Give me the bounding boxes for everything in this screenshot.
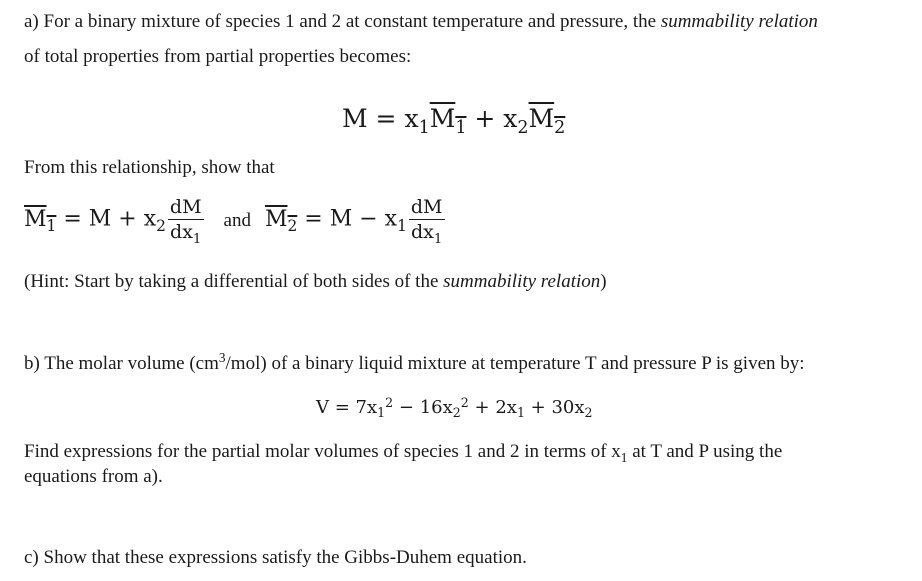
part-b-line-1: b) The molar volume $(cm^3/mol)$ of a binary liquid mixture at temperature T and pressure P is given by: xyxy=(24,350,805,374)
summability-equation: $M = x_1M_1 + x_2M_2$ xyxy=(342,104,566,139)
hint-summability-term: summability relation xyxy=(443,271,601,292)
partial-property-m1: $M_1$ xyxy=(429,104,467,139)
partial-m1-bar: $M_1$ xyxy=(24,206,57,235)
fraction-dM-dx1-second: $\frac{dM}{dx_1}$ xyxy=(410,196,443,247)
summability-relation-term: summability relation xyxy=(660,11,818,32)
hint-text: (Hint: Start by taking a differential of both sides of the summability relation) xyxy=(24,271,607,292)
fraction-dM-dx1-first: $\frac{dM}{dx_1}$ xyxy=(169,196,202,247)
part-b-line-2: Find expressions for the partial molar volumes of species 1 and 2 in terms of $x_1$ at T and P using the xyxy=(24,441,783,465)
part-a-line-1-text: a) For a binary mixture of species 1 and 2 at constant temperature and pressure, the xyxy=(24,11,661,32)
derivative-equations: $M_1 = M + x_2$ $\frac{dM}{dx_1}$ and $M_2 = M - x_1$ $\frac{dM}{dx_1}$ xyxy=(24,196,443,247)
molar-volume-equation: $V = 7x_1^2 - 16x_2^2 + 2x_1 + 30x_2$ xyxy=(316,394,593,421)
partial-property-m2: $M_2$ xyxy=(528,104,566,139)
part-c-line-1: c) Show that these expressions satisfy the Gibbs-Duhem equation. xyxy=(24,547,527,568)
part-a-line-2: of total properties from partial properties becomes: xyxy=(24,46,412,67)
and-text: and xyxy=(223,209,251,231)
partial-m2-bar: $M_2$ xyxy=(264,206,298,235)
part-a-line-1 xyxy=(24,10,818,34)
part-b-line-3: equations from a). xyxy=(24,466,163,487)
show-that-text: From this relationship, show that xyxy=(24,157,275,178)
